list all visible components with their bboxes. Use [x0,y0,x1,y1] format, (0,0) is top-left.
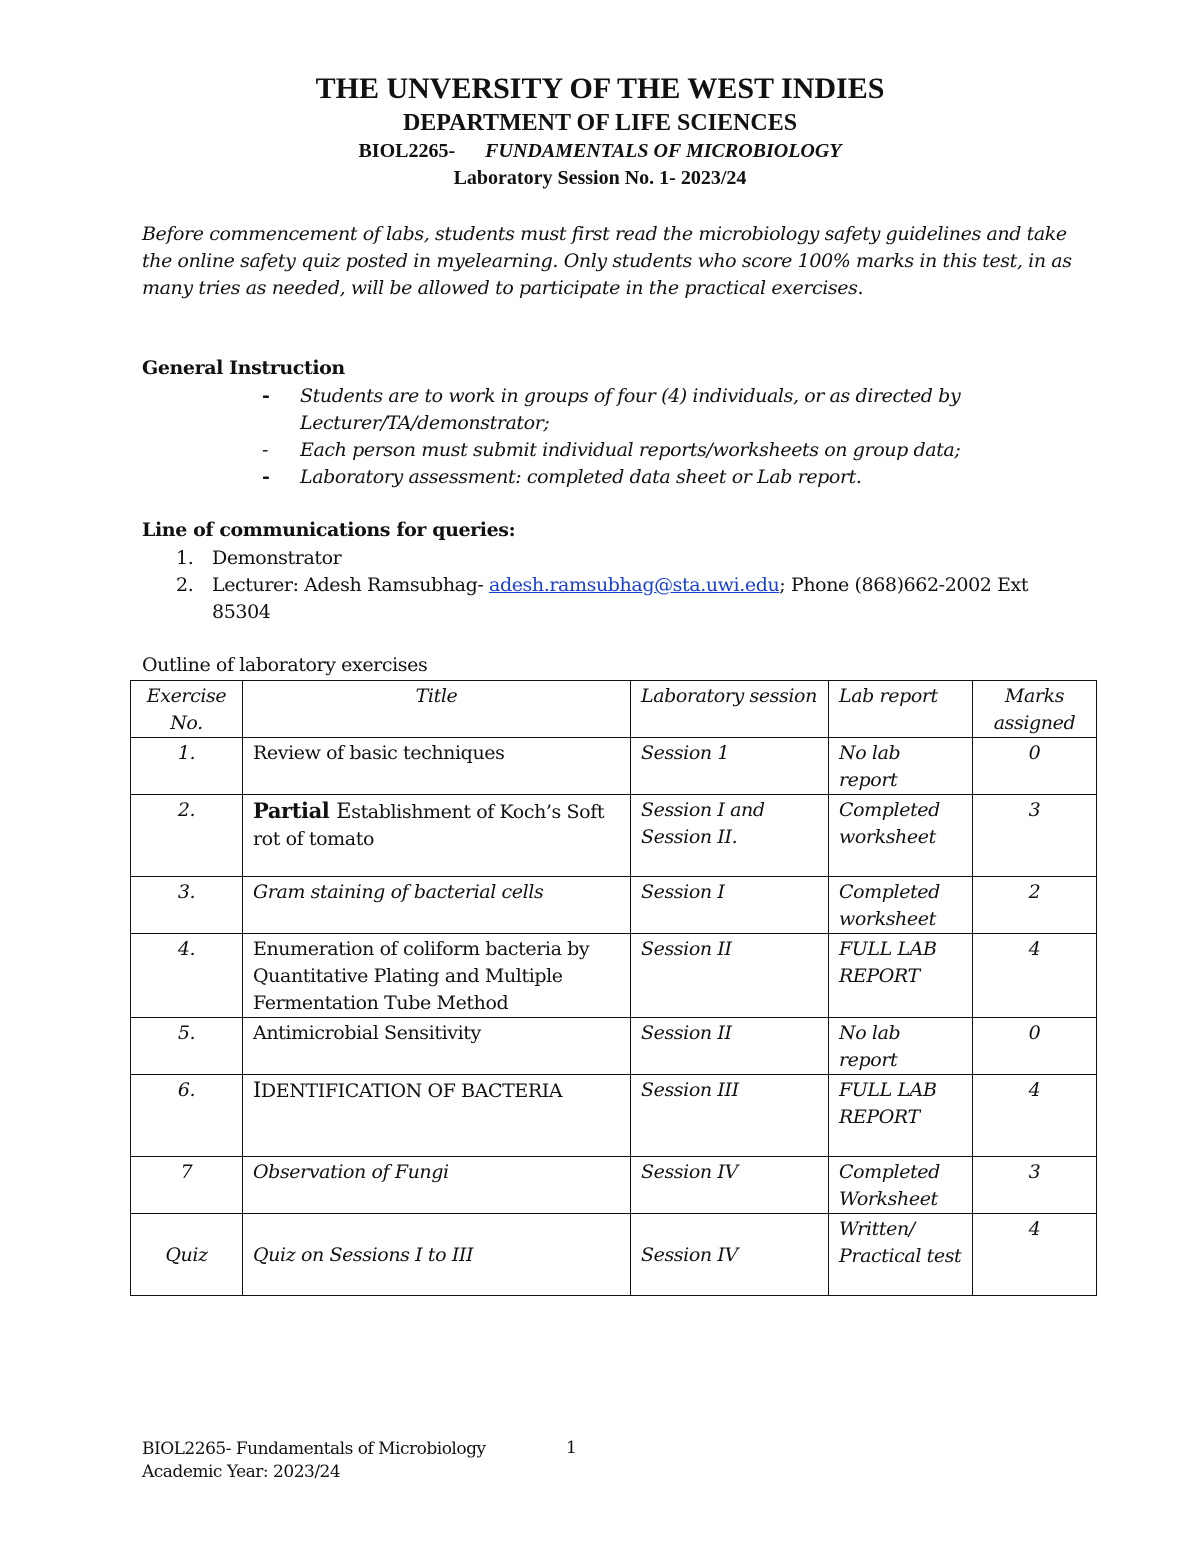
header-marks: Marks assigned [973,681,1097,738]
list-item: - Laboratory assessment: completed data sheet or Lab report. [262,466,862,488]
table-row: 2. Partial Establishment of Koch’s Soft rot of tomato Session I and Session II. Completed worksheet 3 [131,795,1097,877]
table-row: 5. Antimicrobial Sensitivity Session II No lab report 0 [131,1018,1097,1075]
table-row: Quiz Quiz on Sessions I to III Session IV Written/ Practical test 4 [131,1214,1097,1296]
session-heading: Laboratory Session No. 1- 2023/24 [453,167,747,189]
table-header-row [131,681,1097,738]
communications-title: Line of communications for queries: [142,519,516,541]
table-row: 1. Review of basic techniques Session 1 No lab report 0 [131,738,1097,795]
lecturer-email-link[interactable]: adesh.ramsubhag@sta.uwi.edu [489,574,780,596]
course-title: FUNDAMENTALS OF MICROBIOLOGY [485,140,842,162]
list-item: 1. Demonstrator [176,547,342,569]
course-heading [0,140,1200,163]
table-row: 7 Observation of Fungi Session IV Completed Worksheet 3 [131,1157,1097,1214]
header-lab-report: Lab report [829,681,973,738]
university-title: THE UNVERSITY OF THE WEST INDIES [315,72,885,105]
footer-course: BIOL2265- Fundamentals of Microbiology [142,1439,486,1459]
list-item: - Each person must submit individual reports/worksheets on group data; [262,439,961,461]
header-session: Laboratory session [631,681,829,738]
header-title: Title [243,681,631,738]
table-row: 3. Gram staining of bacterial cells Session I Completed worksheet 2 [131,877,1097,934]
communications-list [172,545,1072,626]
general-instruction-title: General Instruction [142,357,345,379]
table-row: 4. Enumeration of coliform bacteria by Quantitative Plating and Multiple Fermentation Tube Method Session II FULL LAB REPORT 4 [131,934,1097,1018]
page-footer [142,1438,486,1484]
header-exercise-no: Exercise No. [131,681,243,738]
intro-paragraph: Before commencement of labs, students must first read the microbiology safety guidelines and take the online safety quiz posted in myelearning. Only students who score 100% marks in this test, in as many tries as needed, will be allowed to participate in the practical exercises. [142,223,1072,299]
outline-label: Outline of laboratory exercises [142,654,428,676]
exercises-table [130,680,1097,1296]
list-item: - Students are to work in groups of four (4) individuals, or as directed by Lecturer/TA/demonstrator; [262,385,961,434]
list-item: 2. Lecturer: Adesh Ramsubhag- adesh.ramsubhag@sta.uwi.edu; Phone (868)662-2002 Ext 85304 [176,574,1029,623]
course-code: BIOL2265- [358,140,456,162]
footer-year: Academic Year: 2023/24 [142,1462,341,1482]
table-row: 6. IDENTIFICATION OF BACTERIA Session III FULL LAB REPORT 4 [131,1075,1097,1157]
page-number: 1 [566,1438,577,1458]
general-instruction-list [262,383,1022,491]
department-title: DEPARTMENT OF LIFE SCIENCES [402,110,798,136]
